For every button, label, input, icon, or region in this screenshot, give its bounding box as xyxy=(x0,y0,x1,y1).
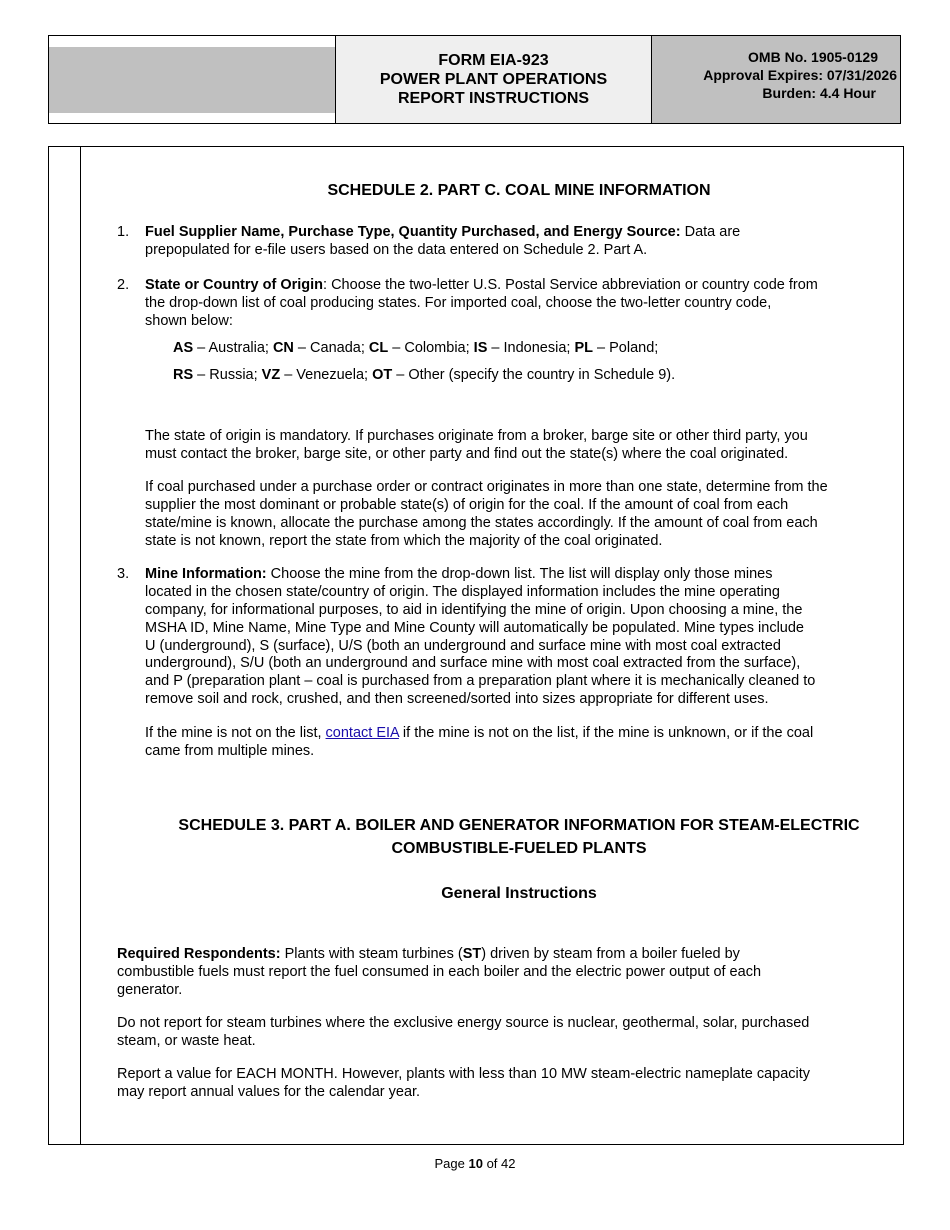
required-text1: Plants with steam turbines ( xyxy=(280,946,463,962)
country-name: – Other (specify the country in Schedule 9). xyxy=(392,367,676,383)
multi-state-line1: If coal purchased under a purchase order or contract originates in more than one state, determine from the xyxy=(145,479,828,495)
page-current: 10 xyxy=(468,1156,483,1171)
required-respondents-line3: generator. xyxy=(117,982,183,998)
item2-line1 xyxy=(145,276,818,294)
country-code: OT xyxy=(372,367,393,383)
item2-text1: : Choose the two-letter U.S. Postal Service abbreviation or country code from xyxy=(323,277,818,293)
item3-line: and P (preparation plant – coal is purchased from a preparation plant where it is mechanically cleaned to xyxy=(145,673,816,689)
multi-state-line2: supplier the most dominant or probable state(s) of origin for the coal. If the amount of coal from each xyxy=(145,497,789,513)
st-code: ST xyxy=(462,946,482,962)
item3-heading: Mine Information: xyxy=(145,566,267,582)
do-not-report-line2: steam, or waste heat. xyxy=(117,1033,256,1049)
multi-state-line3: state/mine is known, allocate the purchase among the states accordingly. If the amount of coal from each xyxy=(145,515,818,531)
schedule3a-title-line1: SCHEDULE 3. PART A. BOILER AND GENERATOR INFORMATION FOR STEAM-ELECTRIC xyxy=(178,817,860,834)
item3-line: U (underground), S (surface), U/S (both an underground and surface mine with most coal extracted xyxy=(145,638,781,654)
country-code: VZ xyxy=(261,367,281,383)
country-name: – Venezuela; xyxy=(280,367,373,383)
country-name: – Colombia; xyxy=(388,340,474,356)
contact-line2: came from multiple mines. xyxy=(145,743,315,759)
country-code: IS xyxy=(473,340,488,356)
item3-number: 3. xyxy=(117,566,130,582)
country-name: – Russia; xyxy=(193,367,262,383)
country-code: PL xyxy=(574,340,593,356)
item2-number: 2. xyxy=(117,277,130,293)
schedule3a-title-line2: COMBUSTIBLE-FUELED PLANTS xyxy=(391,840,647,857)
item2-line3: shown below: xyxy=(145,313,233,329)
item1-line1 xyxy=(145,223,740,241)
schedule2c-title: SCHEDULE 2. PART C. COAL MINE INFORMATION xyxy=(327,182,711,199)
page-label: Page xyxy=(434,1156,469,1171)
item3-line: company, for informational purposes, to aid in identifying the mine of origin. Upon choosing a mine, the xyxy=(145,602,803,618)
report-monthly-line2: may report annual values for the calendar year. xyxy=(117,1084,421,1100)
form-header xyxy=(48,35,901,124)
country-code: CL xyxy=(368,340,389,356)
country-name: – Australia; xyxy=(193,340,273,356)
multi-state-line4: state is not known, report the state from which the majority of the coal originated. xyxy=(145,533,663,549)
do-not-report-line1: Do not report for steam turbines where the exclusive energy source is nuclear, geothermal, solar, purchased xyxy=(117,1015,810,1031)
contact-pre: If the mine is not on the list, xyxy=(145,725,326,741)
contact-line1 xyxy=(145,724,813,742)
header-grey-band xyxy=(49,47,335,113)
country-name: – Canada; xyxy=(293,340,369,356)
required-text2: ) driven by steam from a boiler fueled by xyxy=(481,946,740,962)
country-code: CN xyxy=(272,340,294,356)
form-subtitle-1: POWER PLANT OPERATIONS xyxy=(379,71,608,88)
header-title-block xyxy=(336,36,652,123)
item2-heading: State or Country of Origin xyxy=(145,277,324,293)
origin-mandatory-line1: The state of origin is mandatory. If purchases originate from a broker, barge site or other third party, you xyxy=(145,428,808,444)
item3-line1 xyxy=(145,565,773,583)
approval-expires: Approval Expires: 07/31/2026 xyxy=(703,67,897,83)
item3-line: underground), S/U (both an underground and surface mine with most coal extracted from the surface), xyxy=(145,655,801,671)
country-code: RS xyxy=(173,367,194,383)
margin-rule xyxy=(80,147,81,1144)
form-title: FORM EIA-923 xyxy=(438,52,549,69)
item1-line2: prepopulated for e-file users based on the data entered on Schedule 2. Part A. xyxy=(145,242,648,258)
country-name: – Poland; xyxy=(592,340,659,356)
header-omb-block xyxy=(652,36,900,123)
item3-line: located in the chosen state/country of origin. The displayed information includes the mine operating xyxy=(145,584,780,600)
item3-text1: Choose the mine from the drop-down list. The list will display only those mines xyxy=(266,566,773,582)
item2-line2: the drop-down list of coal producing states. For imported coal, choose the two-letter country code, xyxy=(145,295,772,311)
origin-mandatory-line2: must contact the broker, barge site, or other party and find out the state(s) where the coal originated. xyxy=(145,446,789,462)
header-logo-area xyxy=(49,36,336,123)
item3-line: MSHA ID, Mine Name, Mine Type and Mine County will automatically be populated. Mine types include xyxy=(145,620,804,636)
page-total: 42 xyxy=(501,1156,516,1171)
required-respondents-label: Required Respondents: xyxy=(117,946,281,962)
item1-text1: Data are xyxy=(680,224,741,240)
country-name: – Indonesia; xyxy=(487,340,575,356)
required-respondents-line1 xyxy=(117,945,740,963)
item3-line: remove soil and rock, crushed, and then screened/sorted into sizes appropriate for different uses. xyxy=(145,691,769,707)
general-instructions-heading: General Instructions xyxy=(441,885,597,902)
burden: Burden: 4.4 Hour xyxy=(762,85,876,101)
country-code: AS xyxy=(173,340,194,356)
page-of: of xyxy=(482,1156,502,1171)
item1-heading: Fuel Supplier Name, Purchase Type, Quantity Purchased, and Energy Source: xyxy=(145,224,681,240)
report-monthly-line1: Report a value for EACH MONTH. However, plants with less than 10 MW steam-electric nameplate capacity xyxy=(117,1066,811,1082)
form-subtitle-2: REPORT INSTRUCTIONS xyxy=(397,90,590,107)
item1-number: 1. xyxy=(117,224,130,240)
required-respondents-line2: combustible fuels must report the fuel consumed in each boiler and the electric power output of each xyxy=(117,964,762,980)
contact-eia-link[interactable]: contact EIA xyxy=(325,725,399,741)
page-number xyxy=(0,1156,950,1171)
country-codes-line2 xyxy=(173,366,675,384)
country-codes-line1 xyxy=(173,339,658,357)
omb-number: OMB No. 1905-0129 xyxy=(748,49,878,65)
contact-post: if the mine is not on the list, if the mine is unknown, or if the coal xyxy=(398,725,814,741)
